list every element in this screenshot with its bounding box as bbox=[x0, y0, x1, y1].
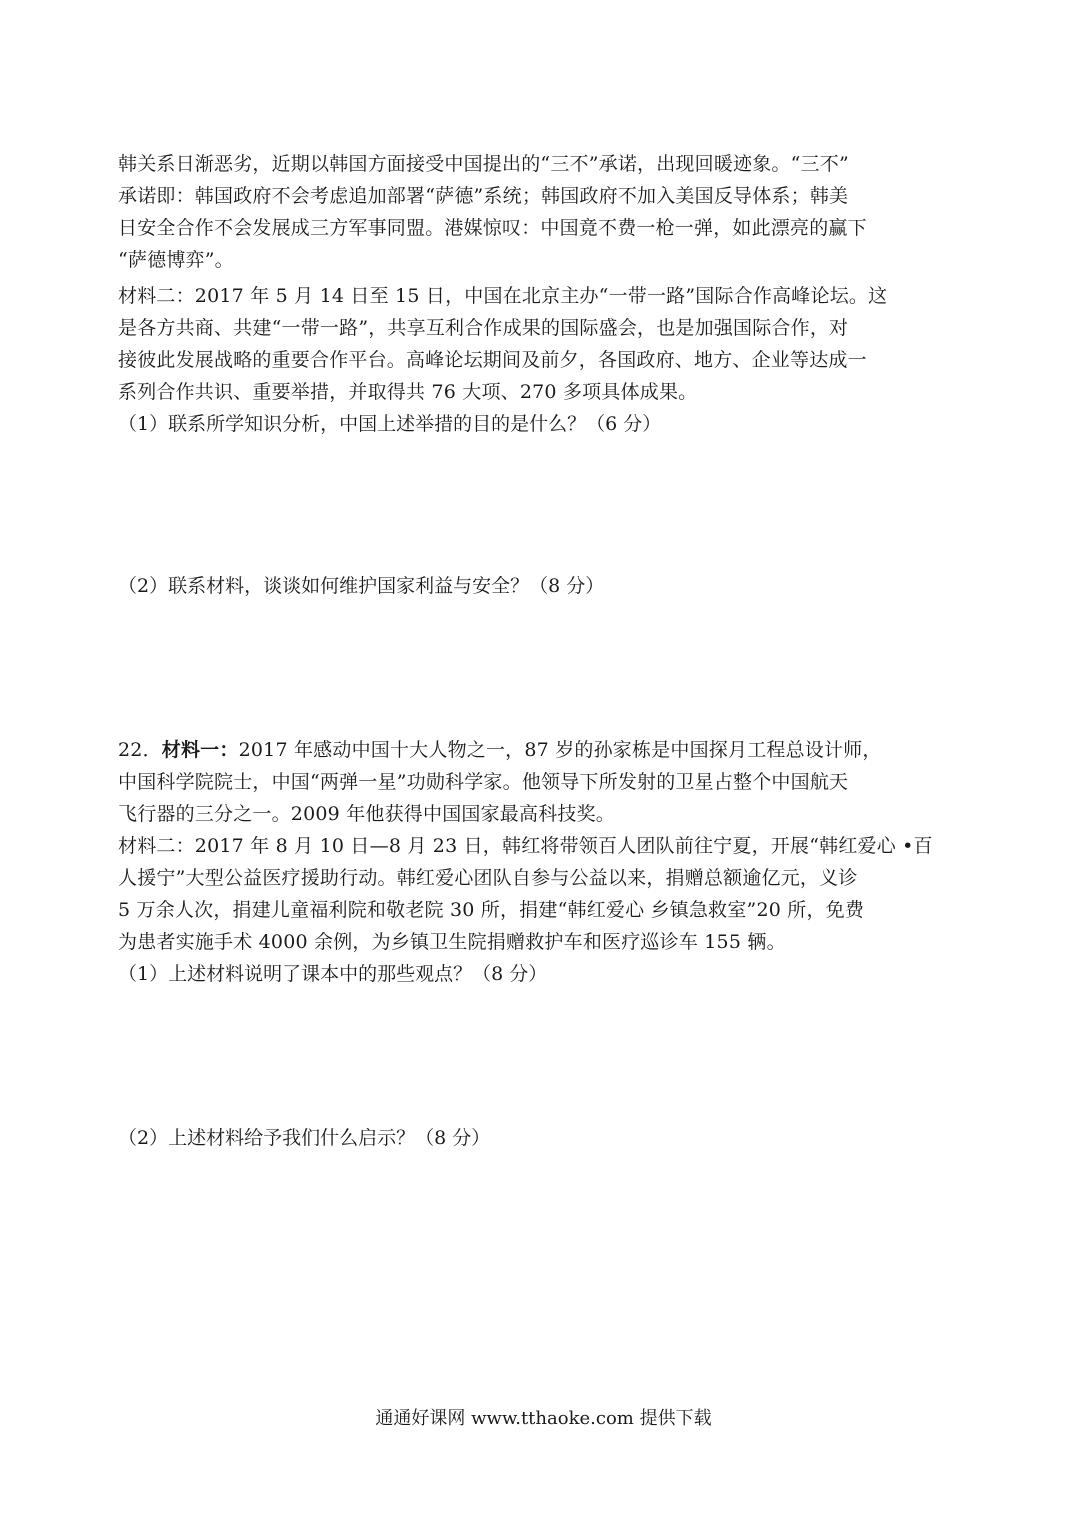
question-2: （2）联系材料，谈谈如何维护国家利益与安全？（8 分） bbox=[118, 575, 605, 597]
text-line: “萨德博弈”。 bbox=[118, 249, 234, 271]
text-line: 系列合作共识、重要举措，并取得共 76 大项、270 多项具体成果。 bbox=[118, 381, 698, 403]
page-footer: 通通好课网 www.tthaoke.com 提供下载 bbox=[375, 1408, 712, 1429]
text-line: 中国科学院院士，中国“两弹一星”功勋科学家。他领导下所发射的卫星占整个中国航天 bbox=[118, 771, 849, 793]
text-line: 是各方共商、共建“一带一路”，共享互利合作成果的国际盛会，也是加强国际合作，对 bbox=[118, 317, 849, 339]
text-line: 承诺即：韩国政府不会考虑追加部署“萨德”系统；韩国政府不加入美国反导体系；韩美 bbox=[118, 185, 849, 207]
text-line: 材料二：2017 年 8 月 10 日—8 月 23 日，韩红将带领百人团队前往宁夏，开展“韩红爱心 •百 bbox=[118, 835, 933, 857]
text-line: 人援宁”大型公益医疗援助行动。韩红爱心团队自参与公益以来，捐赠总额逾亿元，义诊 bbox=[118, 867, 858, 889]
text-line: 韩关系日渐恶劣，近期以韩国方面接受中国提出的“三不”承诺，出现回暖迹象。“三不” bbox=[118, 153, 849, 175]
text-line: 材料二：2017 年 5 月 14 日至 15 日，中国在北京主办“一带一路”国际合作高峰论坛。这 bbox=[118, 285, 888, 307]
material-label: 材料一： bbox=[161, 739, 239, 761]
text-line: 为患者实施手术 4000 余例，为乡镇卫生院捐赠救护车和医疗巡诊车 155 辆。 bbox=[118, 931, 786, 953]
question-22-1: （1）上述材料说明了课本中的那些观点？（8 分） bbox=[118, 963, 548, 985]
question-22-2: （2）上述材料给予我们什么启示？（8 分） bbox=[118, 1127, 491, 1149]
material-prev-paragraph bbox=[118, 148, 978, 276]
text-run: 2017 年感动中国十大人物之一，87 岁的孙家栋是中国探月工程总设计师， bbox=[238, 739, 882, 761]
question-22-material-two bbox=[118, 830, 978, 958]
question-1: （1）联系所学知识分析，中国上述举措的目的是什么？（6 分） bbox=[118, 413, 662, 435]
material-two-paragraph bbox=[118, 280, 978, 408]
text-line bbox=[118, 734, 978, 766]
text-line: 5 万余人次，捐建儿童福利院和敬老院 30 所，捐建“韩红爱心 乡镇急救室”20 所，免费 bbox=[118, 899, 865, 921]
text-line: 接彼此发展战略的重要合作平台。高峰论坛期间及前夕，各国政府、地方、企业等达成一 bbox=[118, 349, 867, 371]
text-line: 飞行器的三分之一。2009 年他获得中国国家最高科技奖。 bbox=[118, 803, 615, 825]
text-line: 日安全合作不会发展成三方军事同盟。港媒惊叹：中国竟不费一枪一弹，如此漂亮的赢下 bbox=[118, 217, 867, 239]
question-22-material-one bbox=[118, 734, 978, 830]
question-number: 22． bbox=[118, 739, 162, 761]
